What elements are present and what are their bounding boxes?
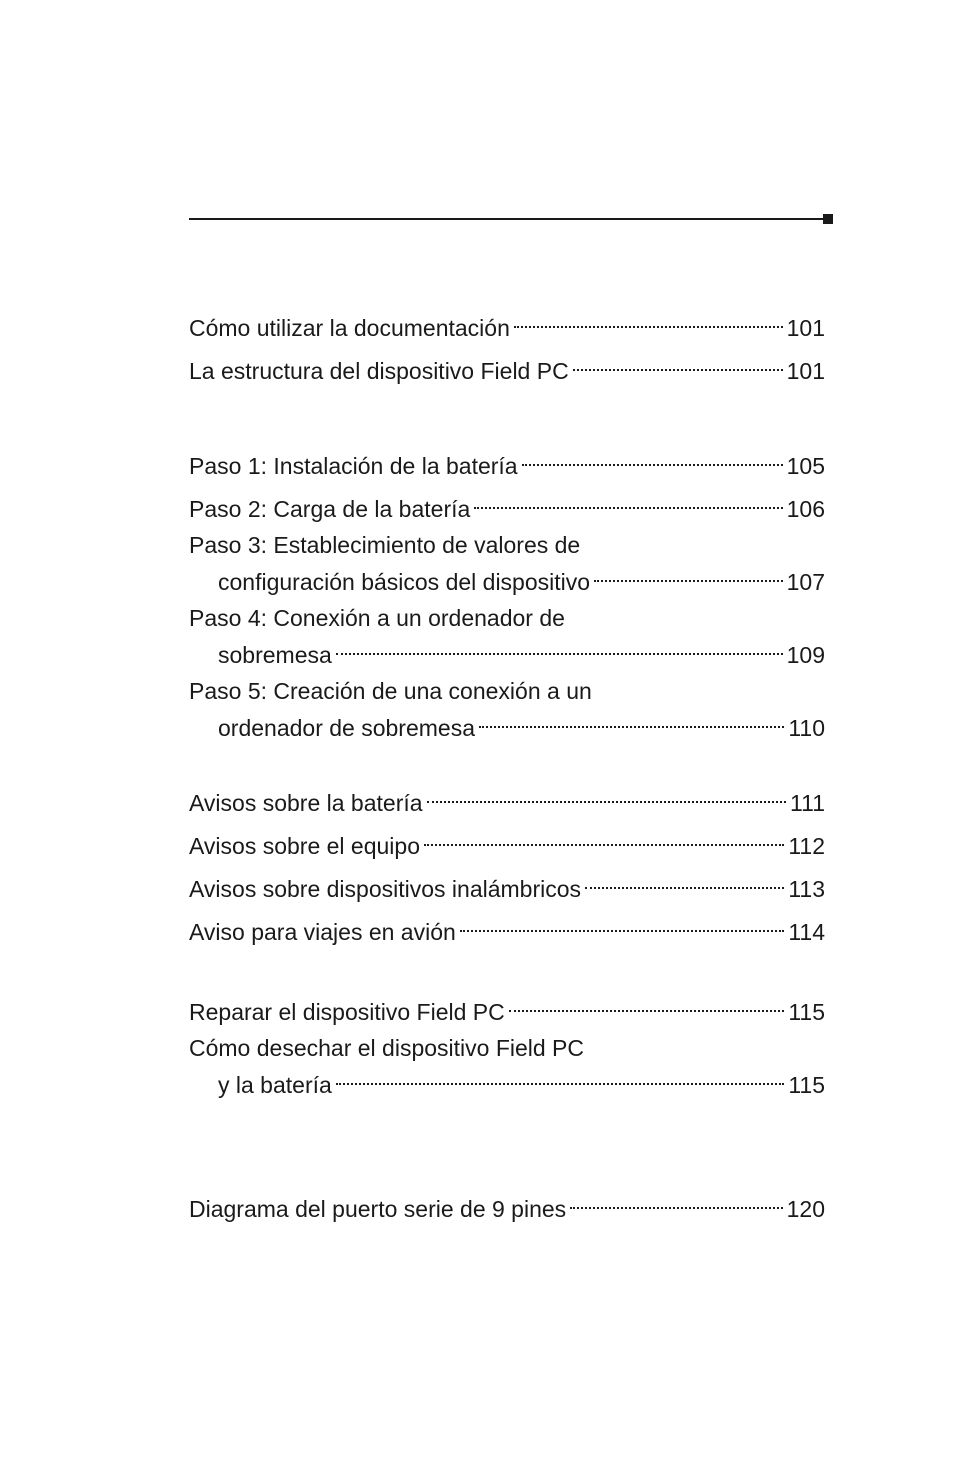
toc-entry-title: y la batería — [218, 1072, 332, 1098]
toc-entry-title: Paso 1: Instalación de la batería — [189, 453, 518, 479]
toc-page-number: 114 — [788, 919, 825, 945]
toc-page-number: 111 — [790, 790, 825, 816]
toc-page-number: 120 — [786, 1196, 825, 1222]
toc-page-number: 109 — [786, 642, 825, 668]
toc-entry-title: Cómo desechar el dispositivo Field PC — [189, 1035, 585, 1061]
toc-page-number: 105 — [786, 453, 825, 479]
dot-leader — [474, 487, 782, 517]
toc-entry[interactable] — [189, 910, 825, 947]
dot-leader — [585, 867, 784, 897]
toc-page-number: 112 — [788, 833, 825, 859]
toc-entry[interactable] — [189, 676, 825, 743]
dot-leader — [514, 306, 783, 336]
toc-entry-title: Avisos sobre el equipo — [189, 833, 420, 859]
toc-entry-title: La estructura del dispositivo Field PC — [189, 358, 569, 384]
toc-entry[interactable] — [189, 306, 825, 343]
toc-entry-title: Paso 4: Conexión a un ordenador de — [189, 605, 565, 631]
dot-leader — [570, 1187, 782, 1217]
dot-leader — [479, 706, 784, 736]
toc-entry[interactable] — [189, 824, 825, 861]
toc-entry-title: Paso 5: Creación de una conexión a un — [189, 678, 592, 704]
toc-entry-title: sobremesa — [218, 642, 332, 668]
dot-leader — [424, 824, 784, 854]
toc-entry-title: Avisos sobre la batería — [189, 790, 423, 816]
toc-entry[interactable] — [189, 444, 825, 481]
toc-page-number: 115 — [788, 1072, 825, 1098]
toc-page-number: 107 — [786, 569, 825, 595]
dot-leader — [336, 1063, 785, 1093]
toc-entry[interactable] — [189, 1033, 825, 1100]
dot-leader — [573, 349, 783, 379]
toc-section — [189, 990, 825, 1106]
toc-entry-title: Reparar el dispositivo Field PC — [189, 999, 505, 1025]
dot-leader — [509, 990, 785, 1020]
toc-entry-title: Paso 3: Establecimiento de valores de — [189, 532, 581, 558]
header-rule-end-square — [823, 214, 833, 224]
dot-leader — [522, 444, 783, 474]
dot-leader — [594, 560, 783, 590]
toc-entry-title: configuración básicos del dispositivo — [218, 569, 591, 595]
toc-entry-title: Paso 2: Carga de la batería — [189, 496, 471, 522]
toc-entry[interactable] — [189, 867, 825, 904]
toc-entry-title: Aviso para viajes en avión — [189, 919, 456, 945]
toc-page-number: 101 — [786, 315, 825, 341]
dot-leader — [427, 781, 786, 811]
dot-leader — [336, 633, 783, 663]
toc-entry[interactable] — [189, 990, 825, 1027]
toc-entry[interactable] — [189, 1187, 825, 1224]
toc-section — [189, 306, 825, 392]
toc-entry[interactable] — [189, 530, 825, 597]
toc-page-number: 110 — [788, 715, 825, 741]
toc-section — [189, 781, 825, 953]
toc-page-number: 106 — [786, 496, 825, 522]
toc-section — [189, 444, 825, 749]
toc-entry[interactable] — [189, 603, 825, 670]
dot-leader — [460, 910, 785, 940]
toc-page-number: 101 — [786, 358, 825, 384]
toc-entry[interactable] — [189, 487, 825, 524]
toc-entry[interactable] — [189, 349, 825, 386]
toc-entry[interactable] — [189, 781, 825, 818]
toc-entry-title: ordenador de sobremesa — [218, 715, 475, 741]
toc-page-number: 115 — [788, 999, 825, 1025]
toc-page-number: 113 — [788, 876, 825, 902]
header-rule — [189, 218, 825, 220]
toc-entry-title: Cómo utilizar la documentación — [189, 315, 510, 341]
toc-entry-title: Avisos sobre dispositivos inalámbricos — [189, 876, 582, 902]
toc-entry-title: Diagrama del puerto serie de 9 pines — [189, 1196, 567, 1222]
toc-section — [189, 1187, 825, 1230]
